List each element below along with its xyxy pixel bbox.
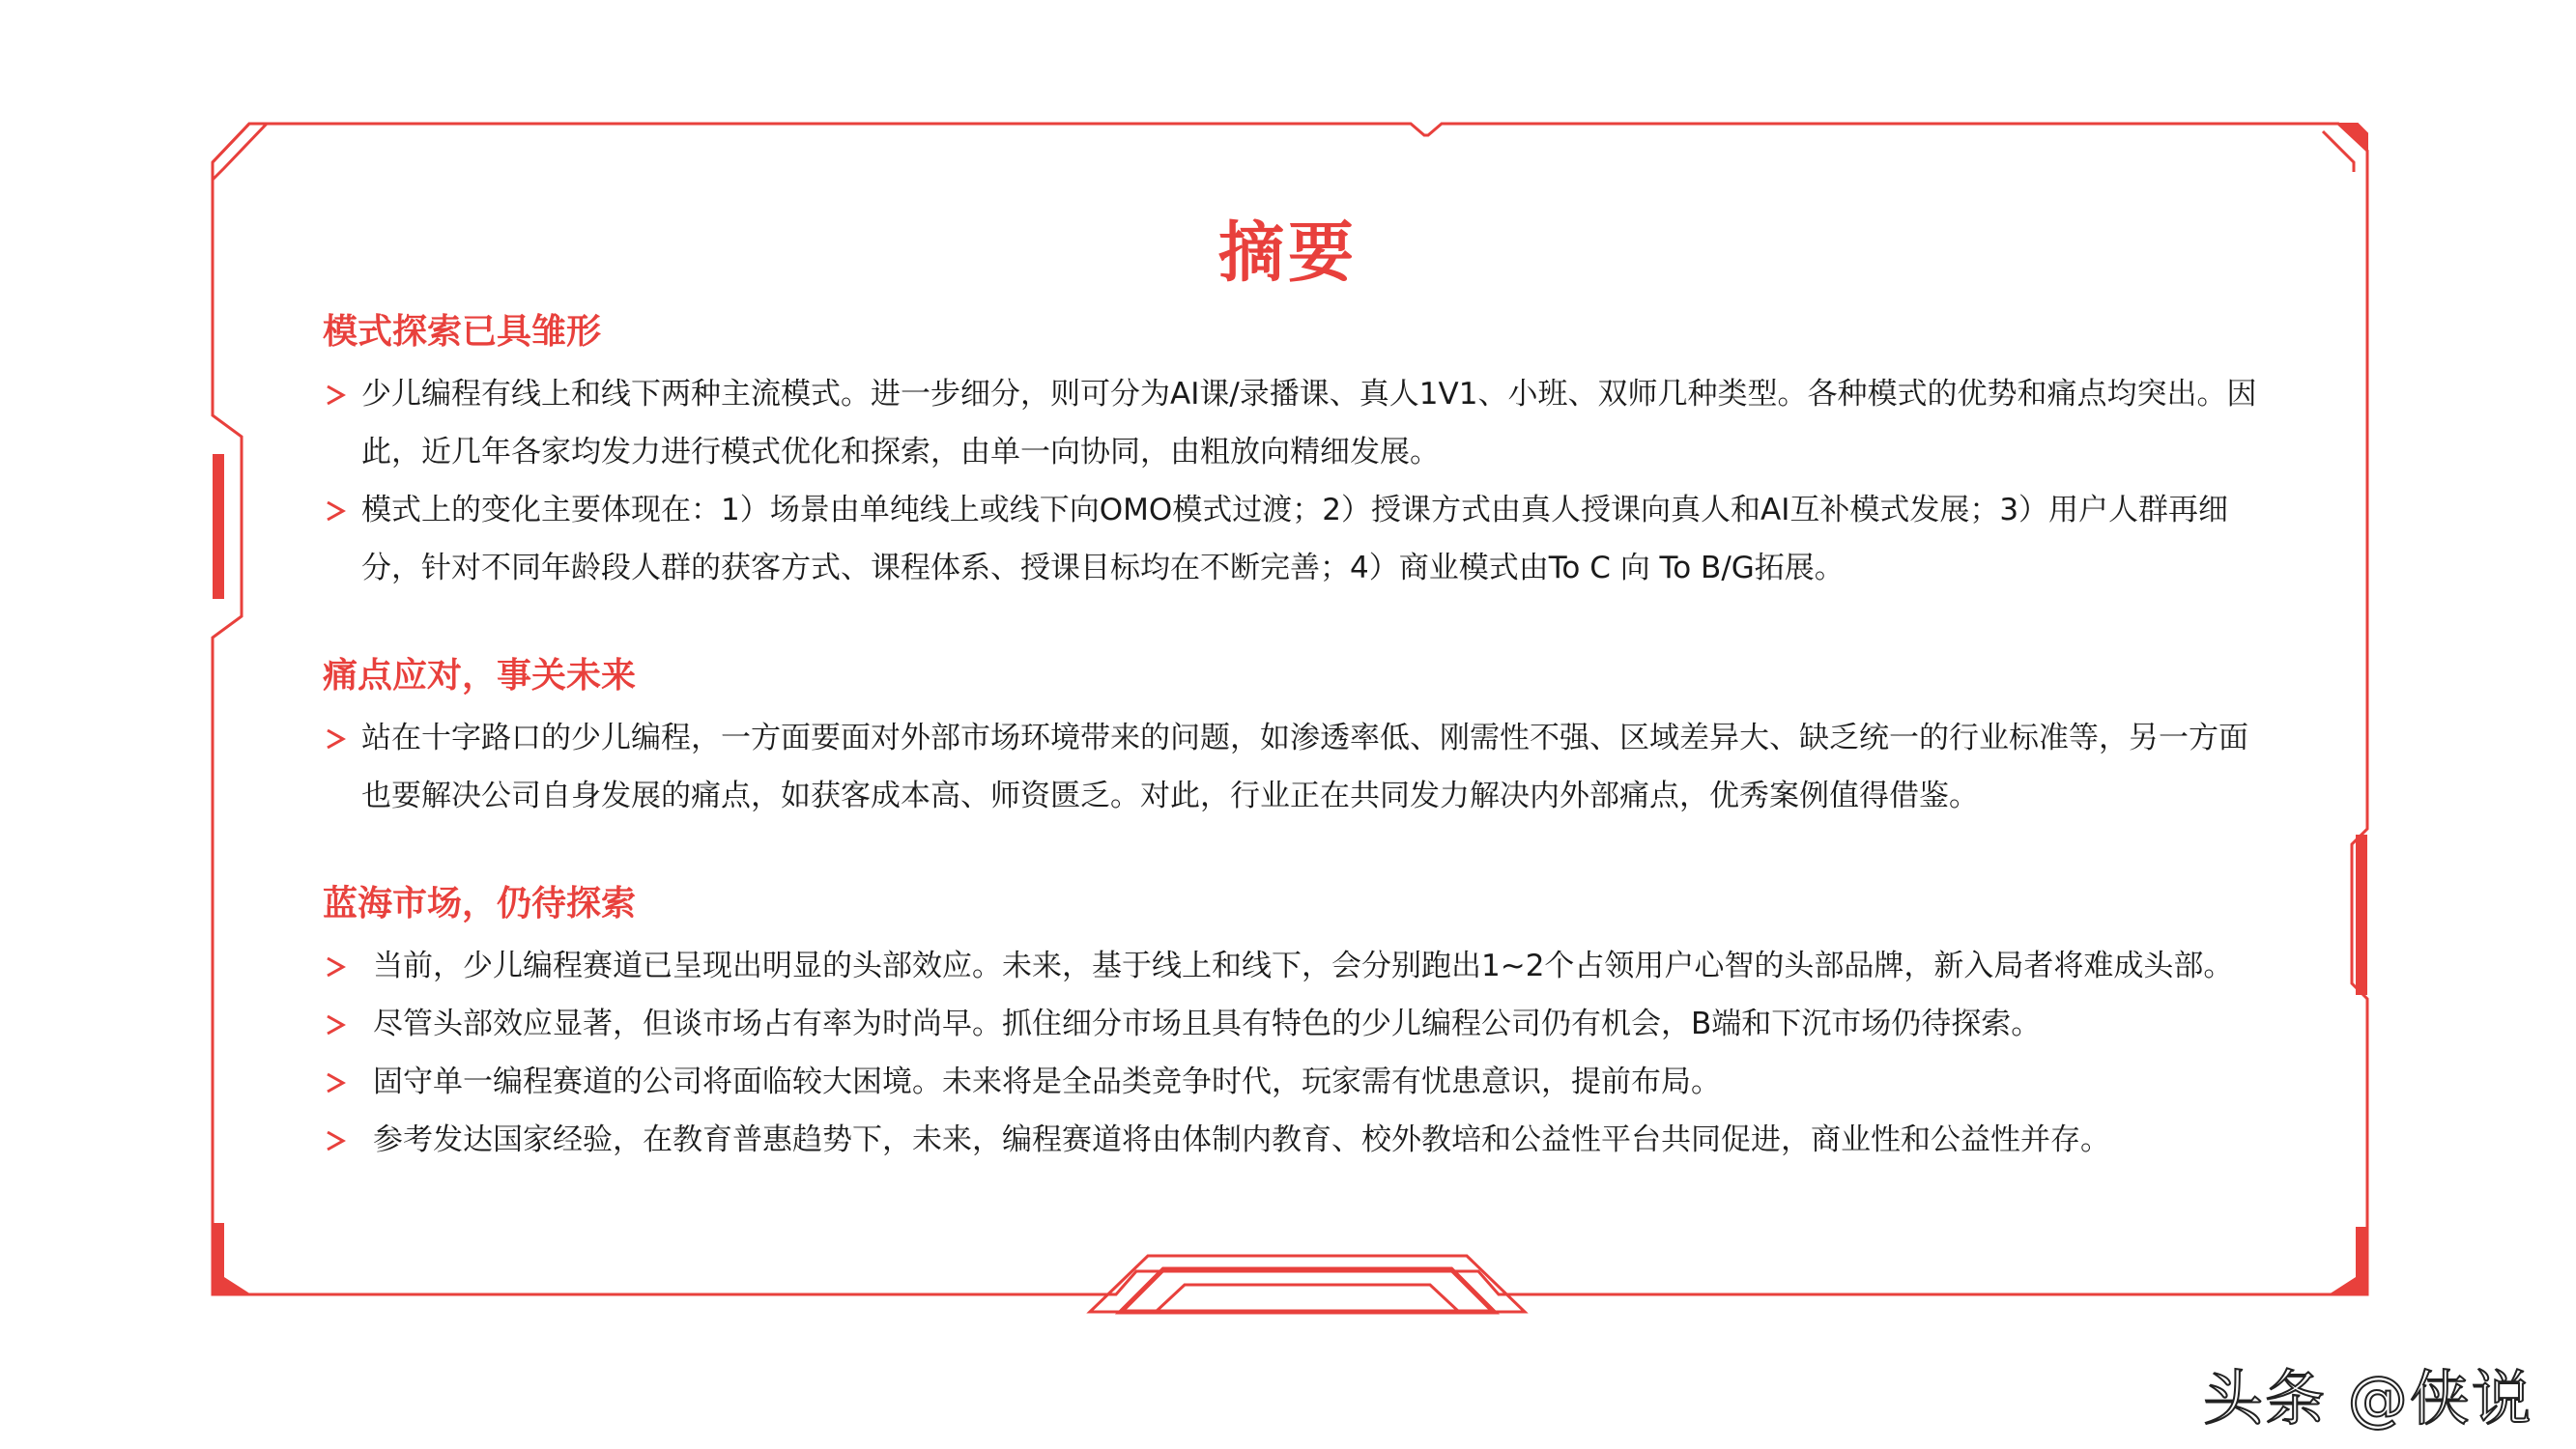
- frame-bottom-left-accent: [213, 1223, 251, 1294]
- frame-left-accent: [213, 454, 224, 599]
- section-blue-ocean: [323, 879, 2275, 1169]
- frame-right-accent: [2356, 835, 2367, 995]
- chevron-right-icon: [323, 995, 352, 1053]
- frame-bottom-center-inner: [1156, 1285, 1459, 1312]
- chevron-right-icon: [323, 937, 352, 995]
- bullet-item: [323, 1053, 2275, 1111]
- section-pain-points: [323, 651, 2275, 825]
- bullet-item: [323, 481, 2275, 597]
- section-heading: 模式探索已具雏形: [323, 312, 602, 352]
- chevron-right-icon: [323, 1053, 352, 1111]
- chevron-right-icon: [323, 365, 352, 423]
- bullet-item: [323, 937, 2275, 995]
- summary-content: [323, 307, 2275, 1169]
- watermark-text: 头条 @侠说: [2203, 1363, 2533, 1434]
- bullet-item: [323, 995, 2275, 1053]
- frame-corner-top-left: [213, 124, 267, 180]
- chevron-right-icon: [323, 709, 352, 767]
- bullet-text: 参考发达国家经验，在教育普惠趋势下，未来，编程赛道将由体制内教育、校外教培和公益性平台共同促进，商业性和公益性并存。: [373, 1122, 2110, 1157]
- bullet-text: 当前，少儿编程赛道已呈现出明显的头部效应。未来，基于线上和线下，会分别跑出1~2个占领用户心智的头部品牌，新入局者将难成头部。: [373, 949, 2234, 983]
- frame-corner-top-right-inner: [2323, 131, 2354, 172]
- bullet-text: 站在十字路口的少儿编程，一方面要面对外部市场环境带来的问题，如渗透率低、刚需性不强、区域差异大、缺乏统一的行业标准等，另一方面也要解决公司自身发展的痛点，如获客成本高、师资匮乏。对此，行业正在共同发力解决内外部痛点，优秀案例值得借鉴。: [361, 721, 2248, 813]
- bullet-text: 固守单一编程赛道的公司将面临较大困境。未来将是全品类竞争时代，玩家需有忧患意识，提前布局。: [373, 1065, 1721, 1099]
- chevron-right-icon: [323, 1111, 352, 1169]
- chevron-right-icon: [323, 481, 352, 539]
- page-title: 摘要: [1217, 215, 1358, 292]
- bullet-item: [323, 365, 2275, 481]
- section-mode-exploration: [323, 307, 2275, 597]
- bullet-text: 少儿编程有线上和线下两种主流模式。进一步细分，则可分为AI课/录播课、真人1V1、小班、双师几种类型。各种模式的优势和痛点均突出。因此，近几年各家均发力进行模式优化和探索，由单一向协同，由粗放向精细发展。: [361, 377, 2257, 469]
- bullet-text: 模式上的变化主要体现在：1）场景由单纯线上或线下向OMO模式过渡；2）授课方式由真人授课向真人和AI互补模式发展；3）用户人群再细分，针对不同年龄段人群的获客方式、课程体系、授课目标均在不断完善；4）商业模式由To C 向 To B/G拓展。: [361, 493, 2229, 585]
- frame-corner-top-right: [2338, 124, 2367, 151]
- bullet-item: [323, 709, 2275, 825]
- section-heading: 痛点应对，事关未来: [323, 656, 637, 696]
- bullet-item: [323, 1111, 2275, 1169]
- bullet-text: 尽管头部效应显著，但谈市场占有率为时尚早。抓住细分市场且具有特色的少儿编程公司仍有机会，B端和下沉市场仍待探索。: [373, 1007, 2042, 1041]
- frame-bottom-right-accent: [2329, 1227, 2367, 1294]
- section-heading: 蓝海市场，仍待探索: [323, 884, 637, 923]
